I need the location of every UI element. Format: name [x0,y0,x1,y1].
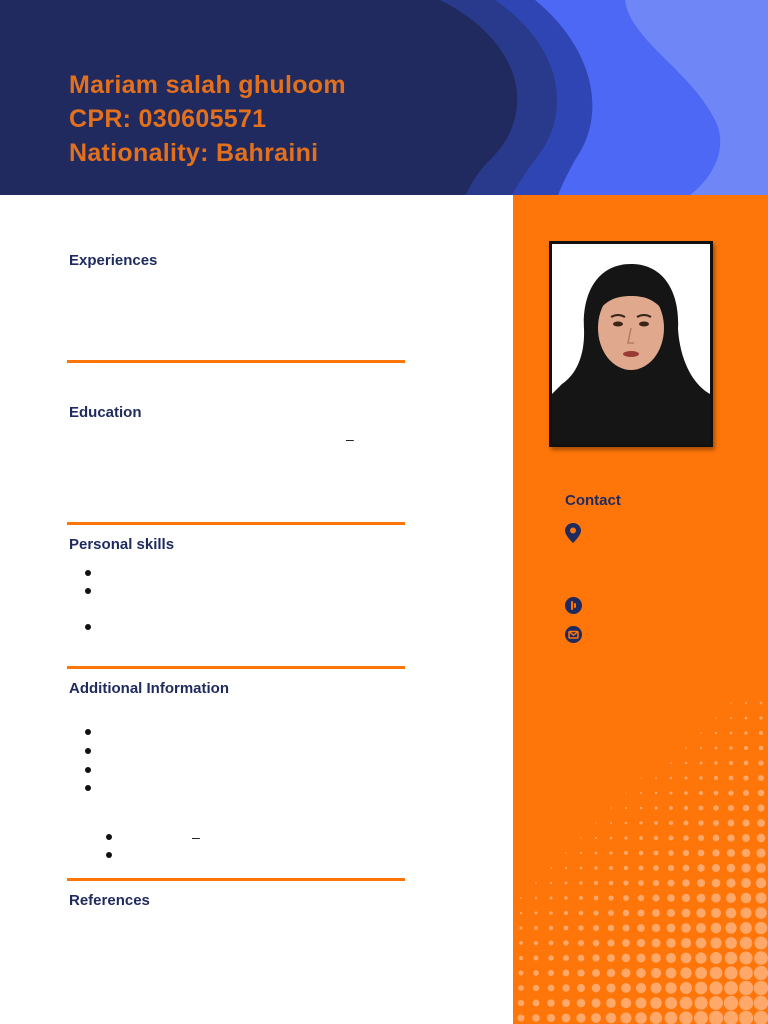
additional-bullet [106,834,112,840]
skills-bullet [85,624,91,630]
divider-personal-skills [67,666,405,669]
divider-education [67,522,405,525]
skills-bullet [85,588,91,594]
section-experiences: Experiences [69,252,158,269]
cpr-number: CPR: 030605571 [69,105,267,133]
email-icon [565,626,582,643]
header-text [69,68,346,170]
additional-bullet [85,748,91,754]
section-personal-skills: Personal skills [69,536,175,553]
contact-title: Contact [565,492,621,509]
additional-dash: – [192,829,200,845]
contact-sidebar [513,195,768,1024]
profile-photo [549,241,713,447]
header-banner [0,0,768,195]
section-references: References [69,892,150,909]
additional-bullet [85,729,91,735]
additional-bullet [106,852,112,858]
divider-experiences [67,360,405,363]
divider-additional-information [67,878,405,881]
candidate-name: Mariam salah ghuloom [69,71,346,99]
phone-icon [565,597,582,614]
additional-bullet [85,767,91,773]
section-additional-information: Additional Information [69,680,229,697]
additional-bullet [85,785,91,791]
education-dash: – [346,431,354,447]
halftone-dots-decoration [513,695,768,1024]
location-icon [565,523,581,543]
nationality: Nationality: Bahraini [69,139,319,167]
skills-bullet [85,570,91,576]
section-education: Education [69,404,142,421]
